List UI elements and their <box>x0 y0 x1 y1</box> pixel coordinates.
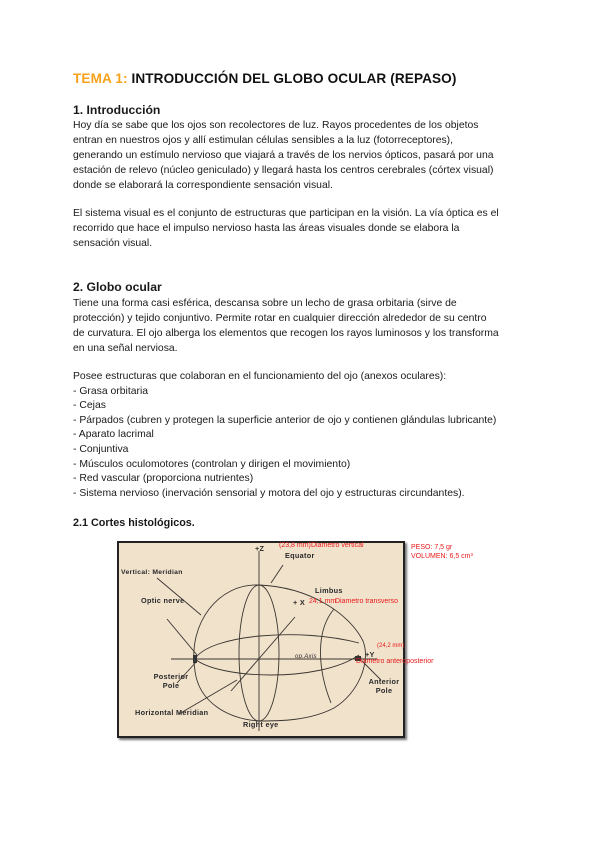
weight-annotation: PESO: 7,5 gr <box>411 544 453 551</box>
list-item: - Red vascular (proporciona nutrientes) <box>73 473 254 485</box>
annotation-transverse-diameter-label: Diametro transverso <box>335 598 399 605</box>
figure-caption: Right eye <box>243 720 279 729</box>
label-limbus: Limbus <box>315 586 343 595</box>
intro-paragraph-2 <box>73 206 543 251</box>
list-item: - Sistema nervioso (inervación sensorial y motora del ojo y estructuras circundantes). <box>73 487 465 499</box>
limbus-line <box>320 609 334 703</box>
text-line: entran en nuestros ojos y allí estimulan células sensibles a la luz (fotorreceptores), <box>73 135 454 146</box>
globe-outline <box>194 585 366 721</box>
text-line: generando un estímulo nervioso que viajará a través de los nervios ópticos, pasará por una <box>73 150 494 161</box>
posterior-pole-marker <box>193 655 197 663</box>
label-posterior-pole-line1: Posterior <box>153 672 189 681</box>
text-line: en una señal nerviosa. <box>73 343 178 354</box>
title-prefix: TEMA 1: <box>73 71 128 86</box>
label-anterior-pole-line2: Pole <box>375 686 393 695</box>
label-vertical-meridian: Vertical: Meridian <box>121 569 183 576</box>
text-line: El sistema visual es el conjunto de estructuras que participan en la visión. La vía óptica es el <box>73 208 499 219</box>
text-line: donde se elaborará la correspondiente sensación visual. <box>73 180 333 191</box>
label-horizontal-meridian: Horizontal Meridian <box>135 708 209 717</box>
list-item: - Músculos oculomotores (controlan y dirigen el movimiento) <box>73 458 351 470</box>
text-line: de curvatura. El ojo alberga los elementos que recogen los rayos luminosos y los transforma <box>73 328 499 339</box>
label-op-axis: op.Axis <box>295 654 317 660</box>
label-posterior-pole-line2: Pole <box>162 681 180 690</box>
label-plus-x: + X <box>293 598 306 607</box>
intro-paragraph-1 <box>73 118 543 193</box>
section-heading-globo-ocular: 2. Globo ocular <box>73 280 162 294</box>
text-line: Tiene una forma casi esférica, descansa sobre un lecho de grasa orbitaria (sirve de <box>73 298 457 309</box>
label-plus-z: +Z <box>255 544 265 553</box>
label-anterior-pole-line1: Anterior <box>368 677 400 686</box>
volume-annotation: VOLUMEN: 6,5 cm³ <box>411 553 473 560</box>
text-line: recorrido que hace el impulso nervioso hasta las áreas visuales donde se elabora la <box>73 223 460 234</box>
annotation-vertical-diameter-label: Diametro vertical <box>311 542 364 549</box>
section-heading-cortes-histologicos: 2.1 Cortes histológicos. <box>73 517 195 529</box>
eye-metrics-note <box>411 543 473 561</box>
label-optic-nerve: Optic nerve <box>141 596 185 605</box>
text-line: estación de relevo (núcleo geniculado) y llegará hasta los centros cerebrales (córtex visual) <box>73 165 494 176</box>
equator-pointer <box>271 565 283 583</box>
optic-nerve-pointer <box>167 619 197 655</box>
document-title <box>73 71 456 86</box>
text-line: Hoy día se sabe que los ojos son recolectores de luz. Rayos procedentes de los objetos <box>73 120 479 131</box>
list-item: - Conjuntiva <box>73 443 129 455</box>
annotation-transverse-diameter-value: 24,1 mm <box>309 598 337 605</box>
horizontal-meridian-line <box>195 635 359 675</box>
label-anterior-pole <box>359 677 409 695</box>
annotation-vertical-diameter-value: (23,8 mm) <box>279 542 311 549</box>
list-intro: Posee estructuras que colaboran en el funcionamiento del ojo (anexos oculares): <box>73 371 447 382</box>
section-heading-introduccion: 1. Introducción <box>73 103 161 117</box>
annotation-ap-diameter-label: Diametro anteroposterior <box>356 658 434 665</box>
list-item: - Grasa orbitaria <box>73 385 149 397</box>
list-item: - Cejas <box>73 400 106 412</box>
annotation-ap-diameter-value: (24,2 mm) <box>377 643 405 649</box>
list-item: - Aparato lacrimal <box>73 429 154 441</box>
list-item: - Párpados (cubren y protegen la superficie anterior de ojo y contienen glándulas lubricante) <box>73 414 497 426</box>
label-posterior-pole <box>146 672 196 690</box>
text-line: protección) y tejido conjuntivo. Permite rotar en cualquier dirección alrededor de su centro <box>73 313 487 324</box>
title-text: INTRODUCCIÓN DEL GLOBO OCULAR (REPASO) <box>131 71 457 86</box>
globe-paragraph-1 <box>73 296 543 356</box>
label-plus-y: +Y <box>365 650 375 659</box>
text-line: sensación visual. <box>73 238 153 249</box>
label-equator: Equator <box>285 551 315 560</box>
anexos-list <box>73 370 543 501</box>
